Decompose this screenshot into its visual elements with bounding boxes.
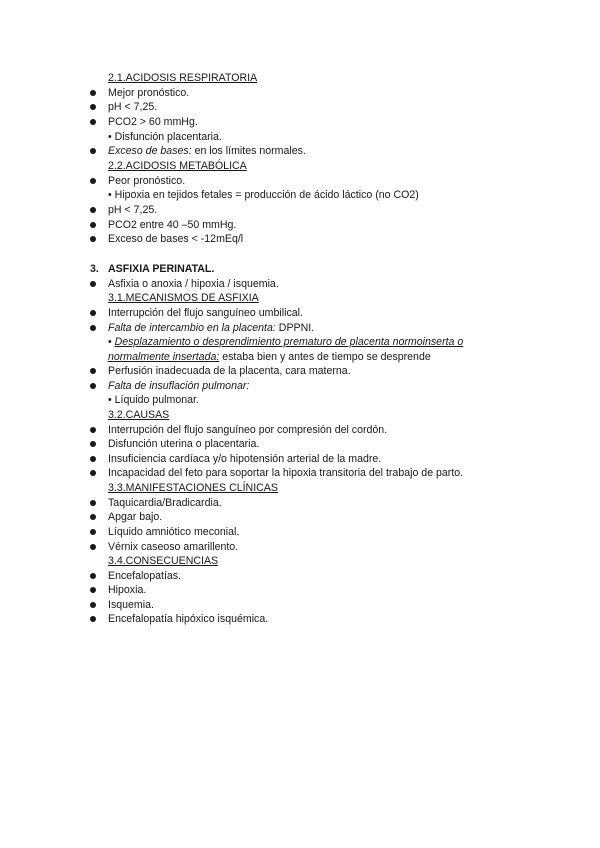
- list-item: Disfunción uterina o placentaria.: [108, 438, 260, 450]
- bullet: [90, 178, 96, 184]
- list-item: Interrupción del flujo sanguíneo por compresión del cordón.: [108, 424, 388, 436]
- bullet: [90, 383, 96, 389]
- section-number: 3.: [90, 263, 99, 275]
- section-3-1-heading: 3.1.MECANISMOS DE ASFIXIA: [108, 292, 259, 304]
- list-item: Insuficiencia cardíaca y/o hipotensión arterial de la madre.: [108, 453, 382, 465]
- list-item: pH < 7,25.: [108, 101, 158, 113]
- bullet: [90, 222, 96, 228]
- list-item: Líquido amniótico meconial.: [108, 526, 240, 538]
- bullet: [90, 119, 96, 125]
- section-2-2-heading: 2.2.ACIDOSIS METABÓLICA: [108, 160, 247, 172]
- bullet: [90, 90, 96, 96]
- term-label: normalmente insertada:: [108, 351, 220, 363]
- section-3-4-heading: 3.4.CONSECUENCIAS: [108, 555, 219, 567]
- section-2-1-heading: 2.1.ACIDOSIS RESPIRATORIA: [108, 72, 258, 84]
- bullet: [90, 441, 96, 447]
- term-text: estaba bien y antes de tiempo se desprende: [219, 351, 431, 363]
- list-item: Hipoxia.: [108, 584, 147, 596]
- bullet: [90, 325, 96, 331]
- sub-list-item: [108, 335, 463, 350]
- list-item: Asfixia o anoxia / hipoxia / isquemia.: [108, 278, 279, 290]
- bullet: [90, 207, 96, 213]
- bullet: [90, 616, 96, 622]
- sub-bullet: •: [108, 336, 115, 348]
- list-item: Encefalopatía hipóxico isquémica.: [108, 613, 269, 625]
- sub-list-item: • Líquido pulmonar.: [108, 394, 199, 406]
- bullet: [90, 104, 96, 110]
- list-item: [108, 144, 306, 159]
- term-text: DPPNI.: [275, 322, 315, 334]
- bullet: [90, 602, 96, 608]
- bullet: [90, 148, 96, 154]
- list-item: PCO2 entre 40 –50 mmHg.: [108, 219, 237, 231]
- list-item: Peor pronóstico.: [108, 175, 186, 187]
- bullet: [90, 514, 96, 520]
- list-item: Incapacidad del feto para soportar la hipoxia transitoria del trabajo de parto.: [108, 467, 464, 479]
- bullet: [90, 573, 96, 579]
- term-label: Exceso de bases:: [108, 145, 192, 157]
- section-3-2-heading: 3.2.CAUSAS: [108, 409, 170, 421]
- bullet: [90, 500, 96, 506]
- list-item: Exceso de bases < -12mEq/l: [108, 233, 244, 245]
- bullet: [90, 368, 96, 374]
- sub-list-item: • Hipoxia en tejidos fetales = producción de ácido láctico (no CO2): [108, 189, 419, 201]
- sub-list-item-continued: [108, 350, 431, 365]
- list-item: Taquicardia/Bradicardia.: [108, 497, 222, 509]
- bullet: [90, 427, 96, 433]
- section-3-3-heading: 3.3.MANIFESTACIONES CLÍNICAS: [108, 482, 278, 494]
- list-item: Vérnix caseoso amarillento.: [108, 541, 239, 553]
- bullet: [90, 470, 96, 476]
- bullet: [90, 544, 96, 550]
- bullet: [90, 281, 96, 287]
- list-item: PCO2 > 60 mmHg.: [108, 116, 198, 128]
- sub-list-item: • Disfunción placentaria.: [108, 131, 222, 143]
- bullet: [90, 236, 96, 242]
- list-item: Mejor pronóstico.: [108, 87, 190, 99]
- section-3-title: ASFIXIA PERINATAL.: [108, 263, 215, 275]
- list-item: Isquemia.: [108, 599, 154, 611]
- list-item: Perfusión inadecuada de la placenta, cara materna.: [108, 365, 351, 377]
- term-text: en los límites normales.: [191, 145, 306, 157]
- list-item: pH < 7,25.: [108, 204, 158, 216]
- bullet: [90, 587, 96, 593]
- bullet: [90, 310, 96, 316]
- term-label: Desplazamiento o desprendimiento prematuro de placenta normoinserta o: [114, 336, 464, 348]
- list-item: Falta de insuflación pulmonar:: [108, 380, 250, 392]
- list-item: Apgar bajo.: [108, 511, 163, 523]
- list-item: Encefalopatías.: [108, 570, 182, 582]
- term-label: Falta de intercambio en la placenta:: [108, 322, 276, 334]
- list-item: [108, 321, 314, 336]
- bullet: [90, 456, 96, 462]
- list-item: Interrupción del flujo sanguíneo umbilical.: [108, 307, 303, 319]
- bullet: [90, 529, 96, 535]
